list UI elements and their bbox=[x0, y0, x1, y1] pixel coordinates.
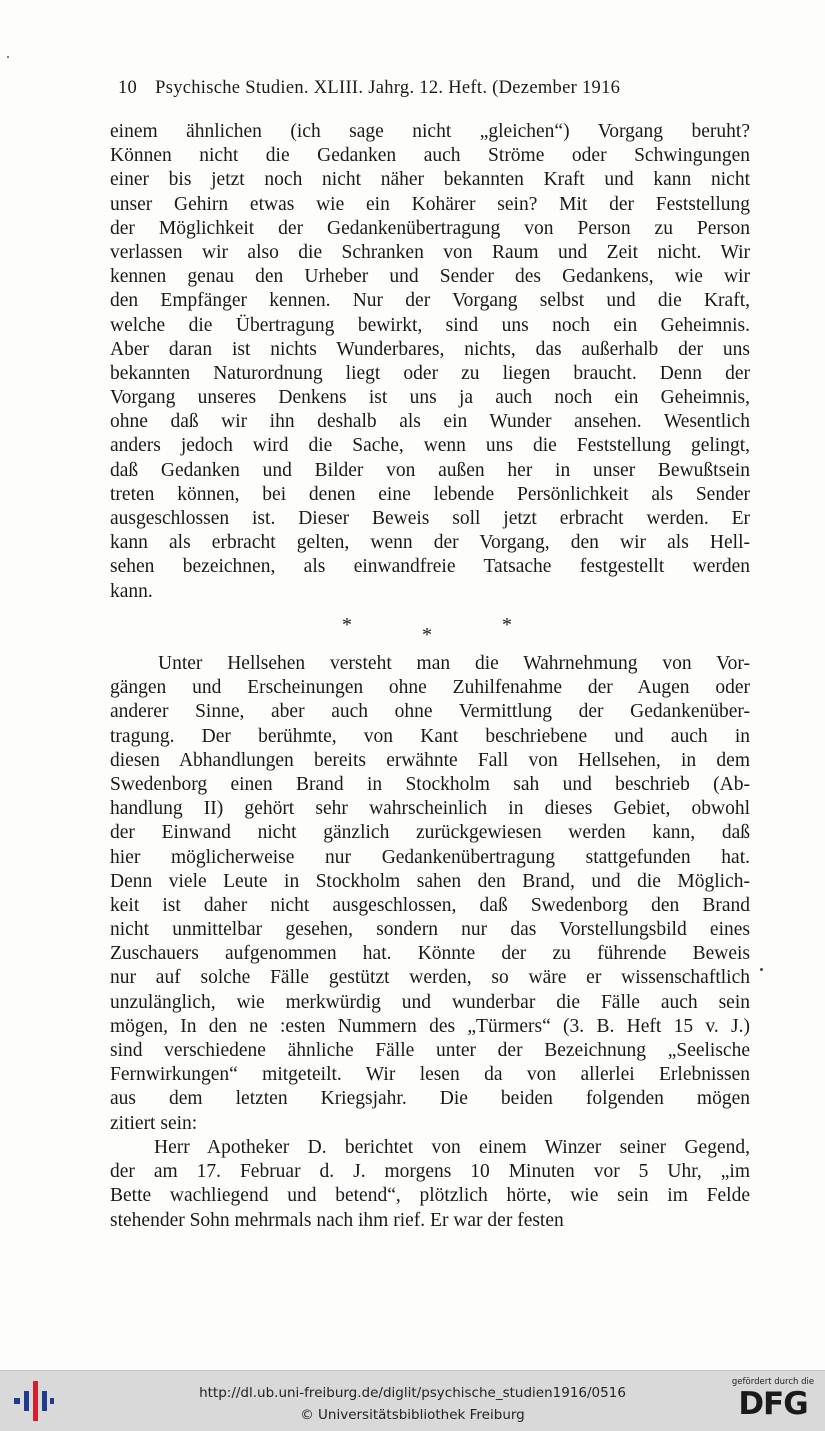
running-title: Psychische Studien. XLIII. Jahrg. 12. Heft. (Dezember 1916 bbox=[155, 78, 621, 98]
paragraph-1 bbox=[110, 120, 750, 604]
text-line: einem ähnlichen (ich sage nicht „gleichen“) Vorgang beruht? bbox=[110, 121, 750, 142]
text-line: unser Gehirn etwas wie ein Kohärer sein? Mit der Feststellung bbox=[110, 193, 750, 215]
text-line: bekannten Naturordnung liegt oder zu liegen braucht. Denn der bbox=[110, 362, 750, 384]
text-line: Aber daran ist nichts Wunderbares, nichts, das außerhalb der uns bbox=[110, 338, 750, 360]
text-line: den Empfänger kennen. Nur der Vorgang selbst und die Kraft, bbox=[110, 290, 750, 312]
text-line: kann als erbracht gelten, wenn der Vorgang, den wir als Hell- bbox=[110, 532, 750, 554]
text-line: nicht unmittelbar gesehen, sondern nur das Vorstellungsbild eines bbox=[110, 919, 750, 941]
text-line: mögen, In den ne :esten Nummern des „Türmers“ (3. B. Heft 15 v. J.) bbox=[110, 1015, 750, 1037]
scan-speck bbox=[7, 56, 9, 58]
dfg-logo[interactable] bbox=[728, 1377, 818, 1425]
text-line: diesen Abhandlungen bereits erwähnte Fall von Hellsehen, in dem bbox=[110, 749, 750, 771]
viewer-footer bbox=[0, 1370, 825, 1431]
running-header bbox=[118, 76, 730, 100]
text-line: Swedenborg einen Brand in Stockholm sah und beschrieb (Ab- bbox=[110, 773, 750, 795]
text-line: Fernwirkungen“ mitgeteilt. Wir lesen da von allerlei Erlebnissen bbox=[110, 1064, 750, 1086]
copyright-notice: © Universitätsbibliothek Freiburg bbox=[300, 1407, 525, 1423]
text-line: Herr Apotheker D. berichtet von einem Winzer seiner Gegend, bbox=[154, 1137, 750, 1158]
text-line: anderer Sinne, aber auch ohne Vermittlung der Gedankenüber- bbox=[110, 701, 750, 723]
text-line: sehen bezeichnen, als einwandfreie Tatsache festgestellt werden bbox=[110, 556, 750, 578]
text-line: anders jedoch wird die Sache, wenn uns die Feststellung gelingt, bbox=[110, 435, 750, 457]
margin-mark bbox=[760, 968, 763, 971]
text-line: tragung. Der berühmte, von Kant beschriebene und auch in bbox=[110, 725, 750, 747]
text-line: welche die Übertragung bewirkt, sind uns noch ein Geheimnis. bbox=[110, 314, 750, 336]
text-line: Unter Hellsehen versteht man die Wahrnehmung von Vor- bbox=[158, 653, 750, 674]
dfg-logo-text: DFG bbox=[738, 1386, 808, 1422]
text-line: einer bis jetzt noch nicht näher bekannten Kraft und kann nicht bbox=[110, 169, 750, 191]
text-line: zitiert sein: bbox=[110, 1112, 198, 1134]
text-line: treten können, bei denen eine lebende Persönlichkeit als Sender bbox=[110, 483, 750, 505]
text-line: kennen genau den Urheber und Sender des Gedankens, wie wir bbox=[110, 266, 750, 288]
permalink-url[interactable]: http://dl.ub.uni-freiburg.de/diglit/psychische_studien1916/0516 bbox=[199, 1385, 626, 1401]
text-line: stehender Sohn mehrmals nach ihm rief. Er war der festen bbox=[110, 1209, 564, 1231]
text-line: ohne daß wir ihn deshalb als ein Wunder ansehen. Wesentlich bbox=[110, 411, 750, 433]
text-line: sind verschiedene ähnliche Fälle unter der Bezeichnung „Seelische bbox=[110, 1040, 750, 1061]
text-line: der am 17. Februar d. J. morgens 10 Minuten vor 5 Uhr, „im bbox=[110, 1161, 750, 1183]
text-line: hier möglicherweise nur Gedankenübertragung stattgefunden hat. bbox=[110, 846, 750, 868]
text-line: der Einwand nicht gänzlich zurückgewiesen werden kann, daß bbox=[110, 822, 750, 844]
paragraph-2 bbox=[110, 652, 750, 1136]
text-line: Vorgang unseres Denkens ist uns ja auch noch ein Geheimnis, bbox=[110, 387, 750, 409]
text-line: nur auf solche Fälle gestützt werden, so wäre er wissenschaftlich bbox=[110, 967, 750, 989]
text-line: ausgeschlossen ist. Dieser Beweis soll jetzt erbracht werden. Er bbox=[110, 508, 750, 529]
text-line: Zuschauers aufgenommen hat. Könnte der zu führende Beweis bbox=[110, 943, 750, 965]
text-line: aus dem letzten Kriegsjahr. Die beiden folgenden mögen bbox=[110, 1088, 750, 1110]
separator-star: * bbox=[502, 614, 512, 636]
funder-tagline: gefördert durch die bbox=[731, 1377, 815, 1387]
text-line: gängen und Erscheinungen ohne Zuhilfenahme der Augen oder bbox=[110, 677, 750, 699]
text-line: kann. bbox=[110, 580, 153, 602]
text-line: Können nicht die Gedanken auch Ströme oder Schwingungen bbox=[110, 145, 750, 167]
text-line: der Möglichkeit der Gedankenübertragung von Person zu Person bbox=[110, 217, 750, 239]
text-line: unzulänglich, wie merkwürdig und wunderbar die Fälle auch sein bbox=[110, 991, 750, 1013]
text-line: keit ist daher nicht ausgeschlossen, daß Swedenborg den Brand bbox=[110, 894, 750, 916]
text-line: verlassen wir also die Schranken von Raum und Zeit nicht. Wir bbox=[110, 241, 750, 263]
text-line: daß Gedanken und Bilder von außen her in unser Bewußtsein bbox=[110, 459, 750, 481]
text-line: Bette wachliegend und betend“, plötzlich hörte, wie sein im Felde bbox=[110, 1185, 750, 1207]
page-number: 10 bbox=[118, 78, 138, 98]
separator-star: * bbox=[422, 624, 432, 646]
text-line: Denn viele Leute in Stockholm sahen den Brand, und die Möglich- bbox=[110, 870, 750, 892]
separator-star: * bbox=[342, 614, 352, 636]
paragraph-3 bbox=[110, 1136, 750, 1233]
text-line: handlung II) gehört sehr wahrscheinlich in dieses Gebiet, obwohl bbox=[110, 798, 750, 820]
section-separator bbox=[330, 612, 530, 648]
